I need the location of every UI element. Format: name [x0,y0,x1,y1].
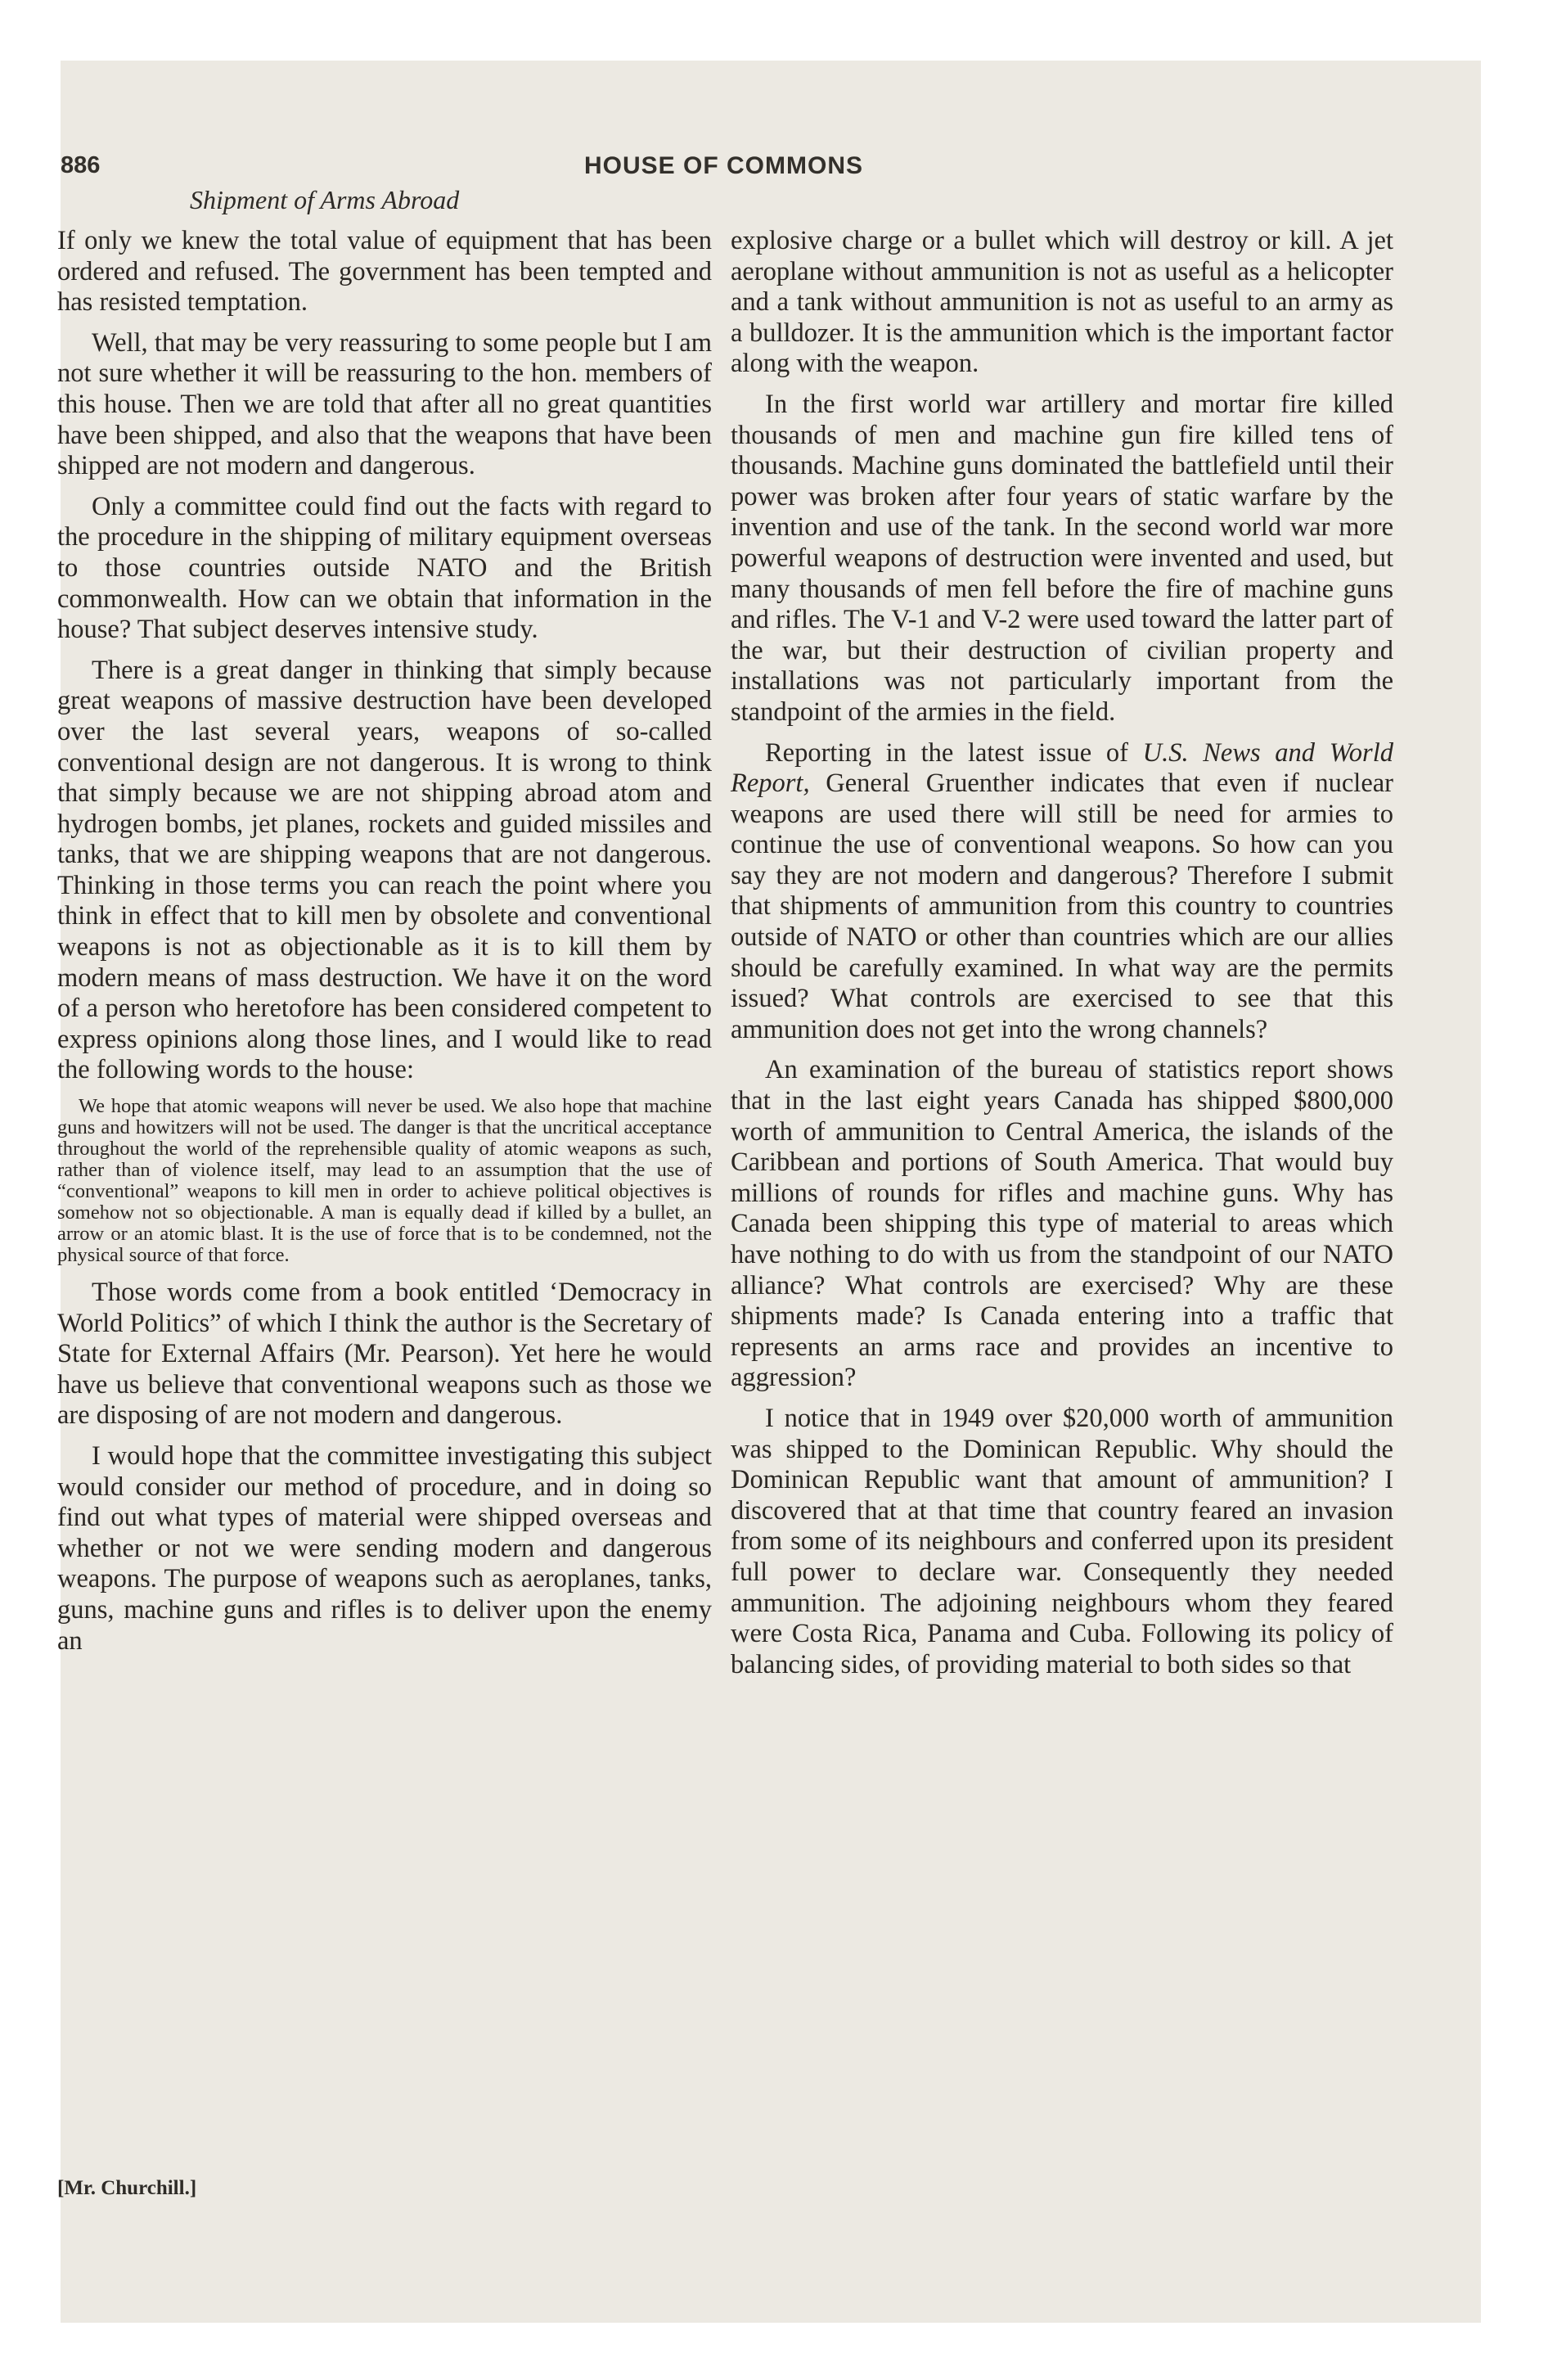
page-header-title: HOUSE OF COMMONS [584,152,864,179]
paragraph [731,738,1393,1046]
paragraph: Well, that may be very reassuring to some people but I am not sure whether it will be reassuring to the hon. members of this house. Then we are told that after all no great quantities have been shipped, and also that the weapons that have been shipped are not modern and dangerous. [57,327,712,481]
paragraph-text: Reporting in the latest issue of [765,737,1143,768]
speaker-attribution: [Mr. Churchill.] [57,2177,197,2199]
paragraph: There is a great danger in thinking that simply because great weapons of massive destruction have been developed over the last several years, weapons of so-called conventional design are not dangerous. It is wrong to think that simply because we are not shipping abroad atom and hydrogen bombs, jet planes, rockets and guided missiles and tanks, that we are shipping weapons that are not dangerous. Thinking in those terms you can reach the point where you think in effect that to kill men by obsolete and conventional weapons is not as objectionable as it is to kill them by modern means of mass destruction. We have it on the word of a person who heretofore has been considered competent to express opinions along those lines, and I would like to read the following words to the house: [57,655,712,1085]
paragraph: I notice that in 1949 over $20,000 worth of ammunition was shipped to the Dominican Republic. Why should the Dominican Republic want that amount of ammunition? I discovered that at that time that country feared an invasion from some of its neighbours and conferred upon its president full power to declare war. Consequently they needed ammunition. The adjoining neighbours whom they feared were Costa Rica, Panama and Cuba. Following its policy of balancing sides, of providing material to both sides so that [731,1403,1393,1679]
left-column [57,226,712,1666]
paragraph: explosive charge or a bullet which will destroy or kill. A jet aeroplane without ammunition is not as useful as a helicopter and a tank without ammunition is not as useful to an army as a bulldozer. It is the ammunition which is the important factor along with the weapon. [731,226,1393,379]
page-number: 886 [61,152,101,178]
paragraph: Those words come from a book entitled ‘Democracy in World Politics” of which I think the author is the Secretary of State for External Affairs (Mr. Pearson). Yet here he would have us believe that conventional weapons such as those we are disposing of are not modern and dangerous. [57,1278,712,1431]
right-column [731,226,1393,1690]
paragraph: I would hope that the committee investigating this subject would consider our method of procedure, and in doing so find out what types of material were shipped overseas and whether or not we were sending modern and dangerous weapons. The purpose of weapons such as aeroplanes, tanks, guns, machine guns and rifles is to deliver upon the enemy an [57,1441,712,1656]
publication-title: U.S. News and World Report, [731,737,1393,799]
paragraph: In the first world war artillery and mortar fire killed thousands of men and machine gun fire killed tens of thousands. Machine guns dominated the battlefield until their power was broken after four years of static warfare by the invention and use of the tank. In the second world war more powerful weapons of destruction were invented and used, but many thousands of men fell before the fire of machine guns and rifles. The V-1 and V-2 were used toward the latter part of the war, but their destruction of civilian property and installations was not particularly important from the standpoint of the armies in the field. [731,389,1393,727]
quote-text: We hope that atomic weapons will never be used. We also hope that machine guns and howitzers will not be used. The danger is that the uncritical acceptance throughout the world of the reprehensible quality of atomic weapons as such, rather than of violence itself, may lead to an assumption that the use of “conventional” weapons to kill men in order to achieve political objectives is somehow not so objectionable. A man is equally dead if killed by a bullet, an arrow or an atomic blast. It is the use of force that is to be condemned, not the physical source of that force. [57,1095,712,1267]
running-head [61,152,1481,185]
paragraph: Only a committee could find out the facts with regard to the procedure in the shipping of military equipment overseas to those countries outside NATO and the British commonwealth. How can we obtain that information in the house? That subject deserves intensive study. [57,491,712,645]
block-quote [57,1096,712,1266]
paragraph: If only we knew the total value of equipment that has been ordered and refused. The government has been tempted and has resisted temptation. [57,226,712,318]
paragraph: An examination of the bureau of statistics report shows that in the last eight years Canada has shipped $800,000 worth of ammunition to Central America, the islands of the Caribbean and portions of South America. That would buy millions of rounds for rifles and machine guns. Why has Canada been shipping this type of material to areas which have nothing to do with us from the standpoint of our NATO alliance? What controls are exercised? Why are these shipments made? Is Canada entering into a traffic that represents an arms race and provides an incentive to aggression? [731,1055,1393,1393]
section-title: Shipment of Arms Abroad [190,185,460,214]
paragraph-text: General Gruenther indicates that even if nuclear weapons are used there will still be need for armies to continue the use of conventional weapons. So how can you say they are not modern and dangerous? Therefore I submit that shipments of ammunition from this country to countries outside of NATO or other than countries which are our allies should be carefully examined. In what way are the permits issued? What controls are exercised to see that this ammunition does not get into the wrong channels? [731,769,1393,1044]
